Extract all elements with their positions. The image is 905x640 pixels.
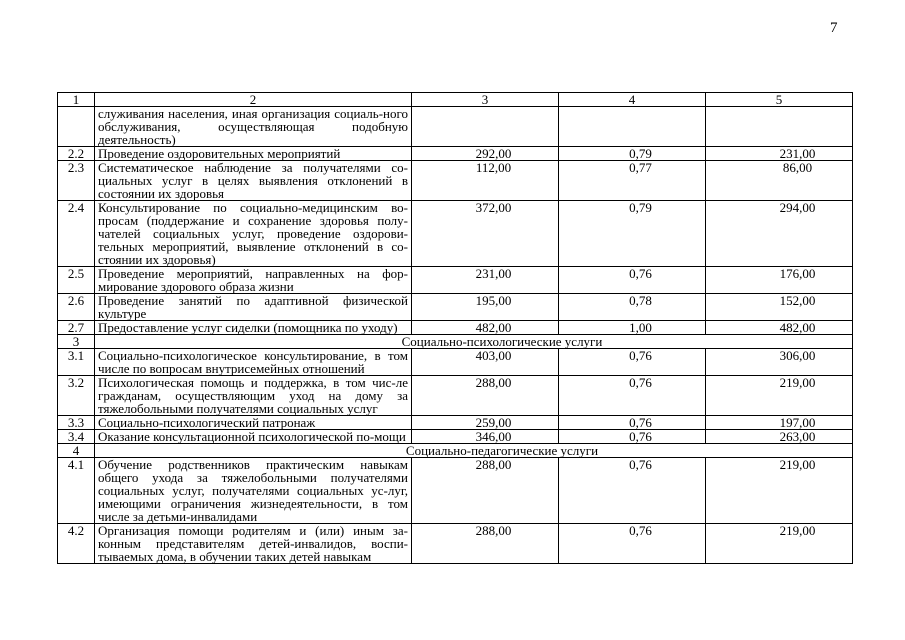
table-body [58, 93, 853, 564]
row-description: Консультирование по социально-медицинским во-просам (поддержание и сохранение здоровья полу-чателей социальных услуг, проведение оздорови-тельных мероприятий, выявление отклонений в со-стоянии их здоровья) [95, 201, 412, 267]
row-description: Предоставление услуг сиделки (помощника по уходу) [95, 321, 412, 335]
row-value-col5: 263,00 [706, 430, 853, 444]
section-title: Социально-педагогические услуги [95, 444, 853, 458]
table-row [58, 430, 853, 444]
header-col-4: 4 [559, 93, 706, 107]
row-description: Социально-психологический патронаж [95, 416, 412, 430]
table-row [58, 201, 853, 267]
table-row [58, 267, 853, 294]
table-row [58, 524, 853, 564]
section-title: Социально-психологические услуги [95, 335, 853, 349]
row-value-col4: 0,79 [559, 147, 706, 161]
row-description: Проведение оздоровительных мероприятий [95, 147, 412, 161]
row-description: Проведение занятий по адаптивной физической культуре [95, 294, 412, 321]
row-value-col4: 1,00 [559, 321, 706, 335]
table-row [58, 147, 853, 161]
row-value-col3: 372,00 [412, 201, 559, 267]
row-value-col5: 294,00 [706, 201, 853, 267]
row-value-col3: 259,00 [412, 416, 559, 430]
table-row [58, 294, 853, 321]
row-value-col3: 288,00 [412, 458, 559, 524]
row-value-col5 [706, 107, 853, 147]
row-value-col4: 0,76 [559, 458, 706, 524]
row-value-col5: 219,00 [706, 376, 853, 416]
row-value-col4: 0,76 [559, 267, 706, 294]
header-col-5: 5 [706, 93, 853, 107]
row-number: 4.2 [58, 524, 95, 564]
row-value-col3: 288,00 [412, 524, 559, 564]
row-value-col3: 288,00 [412, 376, 559, 416]
table-row [58, 376, 853, 416]
row-value-col4: 0,79 [559, 201, 706, 267]
row-description: Систематическое наблюдение за получателями со-циальных услуг в целях выявления отклонений в состоянии их здоровья [95, 161, 412, 201]
section-number: 3 [58, 335, 95, 349]
row-value-col5: 219,00 [706, 524, 853, 564]
row-value-col5: 231,00 [706, 147, 853, 161]
row-number: 2.3 [58, 161, 95, 201]
row-value-col3: 231,00 [412, 267, 559, 294]
table-row [58, 416, 853, 430]
row-number: 2.7 [58, 321, 95, 335]
row-value-col4: 0,76 [559, 349, 706, 376]
row-value-col5: 219,00 [706, 458, 853, 524]
table-row [58, 349, 853, 376]
row-value-col4: 0,76 [559, 430, 706, 444]
row-value-col4: 0,76 [559, 376, 706, 416]
row-number: 3.4 [58, 430, 95, 444]
section-row [58, 335, 853, 349]
table-row [58, 458, 853, 524]
table-row [58, 107, 853, 147]
row-value-col3 [412, 107, 559, 147]
row-value-col3: 403,00 [412, 349, 559, 376]
row-value-col3: 292,00 [412, 147, 559, 161]
row-value-col3: 482,00 [412, 321, 559, 335]
row-number: 2.6 [58, 294, 95, 321]
row-value-col4 [559, 107, 706, 147]
header-col-3: 3 [412, 93, 559, 107]
row-description: Проведение мероприятий, направленных на фор-мирование здорового образа жизни [95, 267, 412, 294]
row-value-col5: 152,00 [706, 294, 853, 321]
row-value-col5: 197,00 [706, 416, 853, 430]
row-value-col5: 482,00 [706, 321, 853, 335]
row-value-col5: 176,00 [706, 267, 853, 294]
services-table [57, 92, 853, 564]
row-number: 3.3 [58, 416, 95, 430]
header-row [58, 93, 853, 107]
table-row [58, 161, 853, 201]
row-value-col3: 346,00 [412, 430, 559, 444]
row-description: Оказание консультационной психологической по-мощи [95, 430, 412, 444]
row-description: Обучение родственников практическим навыкам общего ухода за тяжелобольными получателями социальных услуг, получателями социальных ус-луг, имеющими ограничения жизнедеятельности, в том числе за детьми-инвалидами [95, 458, 412, 524]
row-number: 4.1 [58, 458, 95, 524]
row-value-col5: 306,00 [706, 349, 853, 376]
row-number: 3.2 [58, 376, 95, 416]
row-value-col4: 0,77 [559, 161, 706, 201]
page-number: 7 [830, 20, 838, 36]
row-value-col4: 0,78 [559, 294, 706, 321]
header-col-2: 2 [95, 93, 412, 107]
row-description: Организация помощи родителям и (или) иным за-конным представителям детей-инвалидов, воспи-тываемых дома, в обучении таких детей навыкам [95, 524, 412, 564]
header-col-1: 1 [58, 93, 95, 107]
row-number: 2.4 [58, 201, 95, 267]
row-description: Психологическая помощь и поддержка, в том чис-ле гражданам, осуществляющим уход на дому за тяжелобольными получателями социальных услуг [95, 376, 412, 416]
row-number [58, 107, 95, 147]
row-value-col3: 112,00 [412, 161, 559, 201]
row-description: Социально-психологическое консультирование, в том числе по вопросам внутрисемейных отношений [95, 349, 412, 376]
row-value-col4: 0,76 [559, 524, 706, 564]
row-number: 2.5 [58, 267, 95, 294]
row-number: 3.1 [58, 349, 95, 376]
section-number: 4 [58, 444, 95, 458]
row-description: служивания населения, иная организация социаль-ного обслуживания, осуществляющая подобную деятельность) [95, 107, 412, 147]
row-value-col3: 195,00 [412, 294, 559, 321]
row-number: 2.2 [58, 147, 95, 161]
section-row [58, 444, 853, 458]
table-row [58, 321, 853, 335]
row-value-col4: 0,76 [559, 416, 706, 430]
row-value-col5: 86,00 [706, 161, 853, 201]
